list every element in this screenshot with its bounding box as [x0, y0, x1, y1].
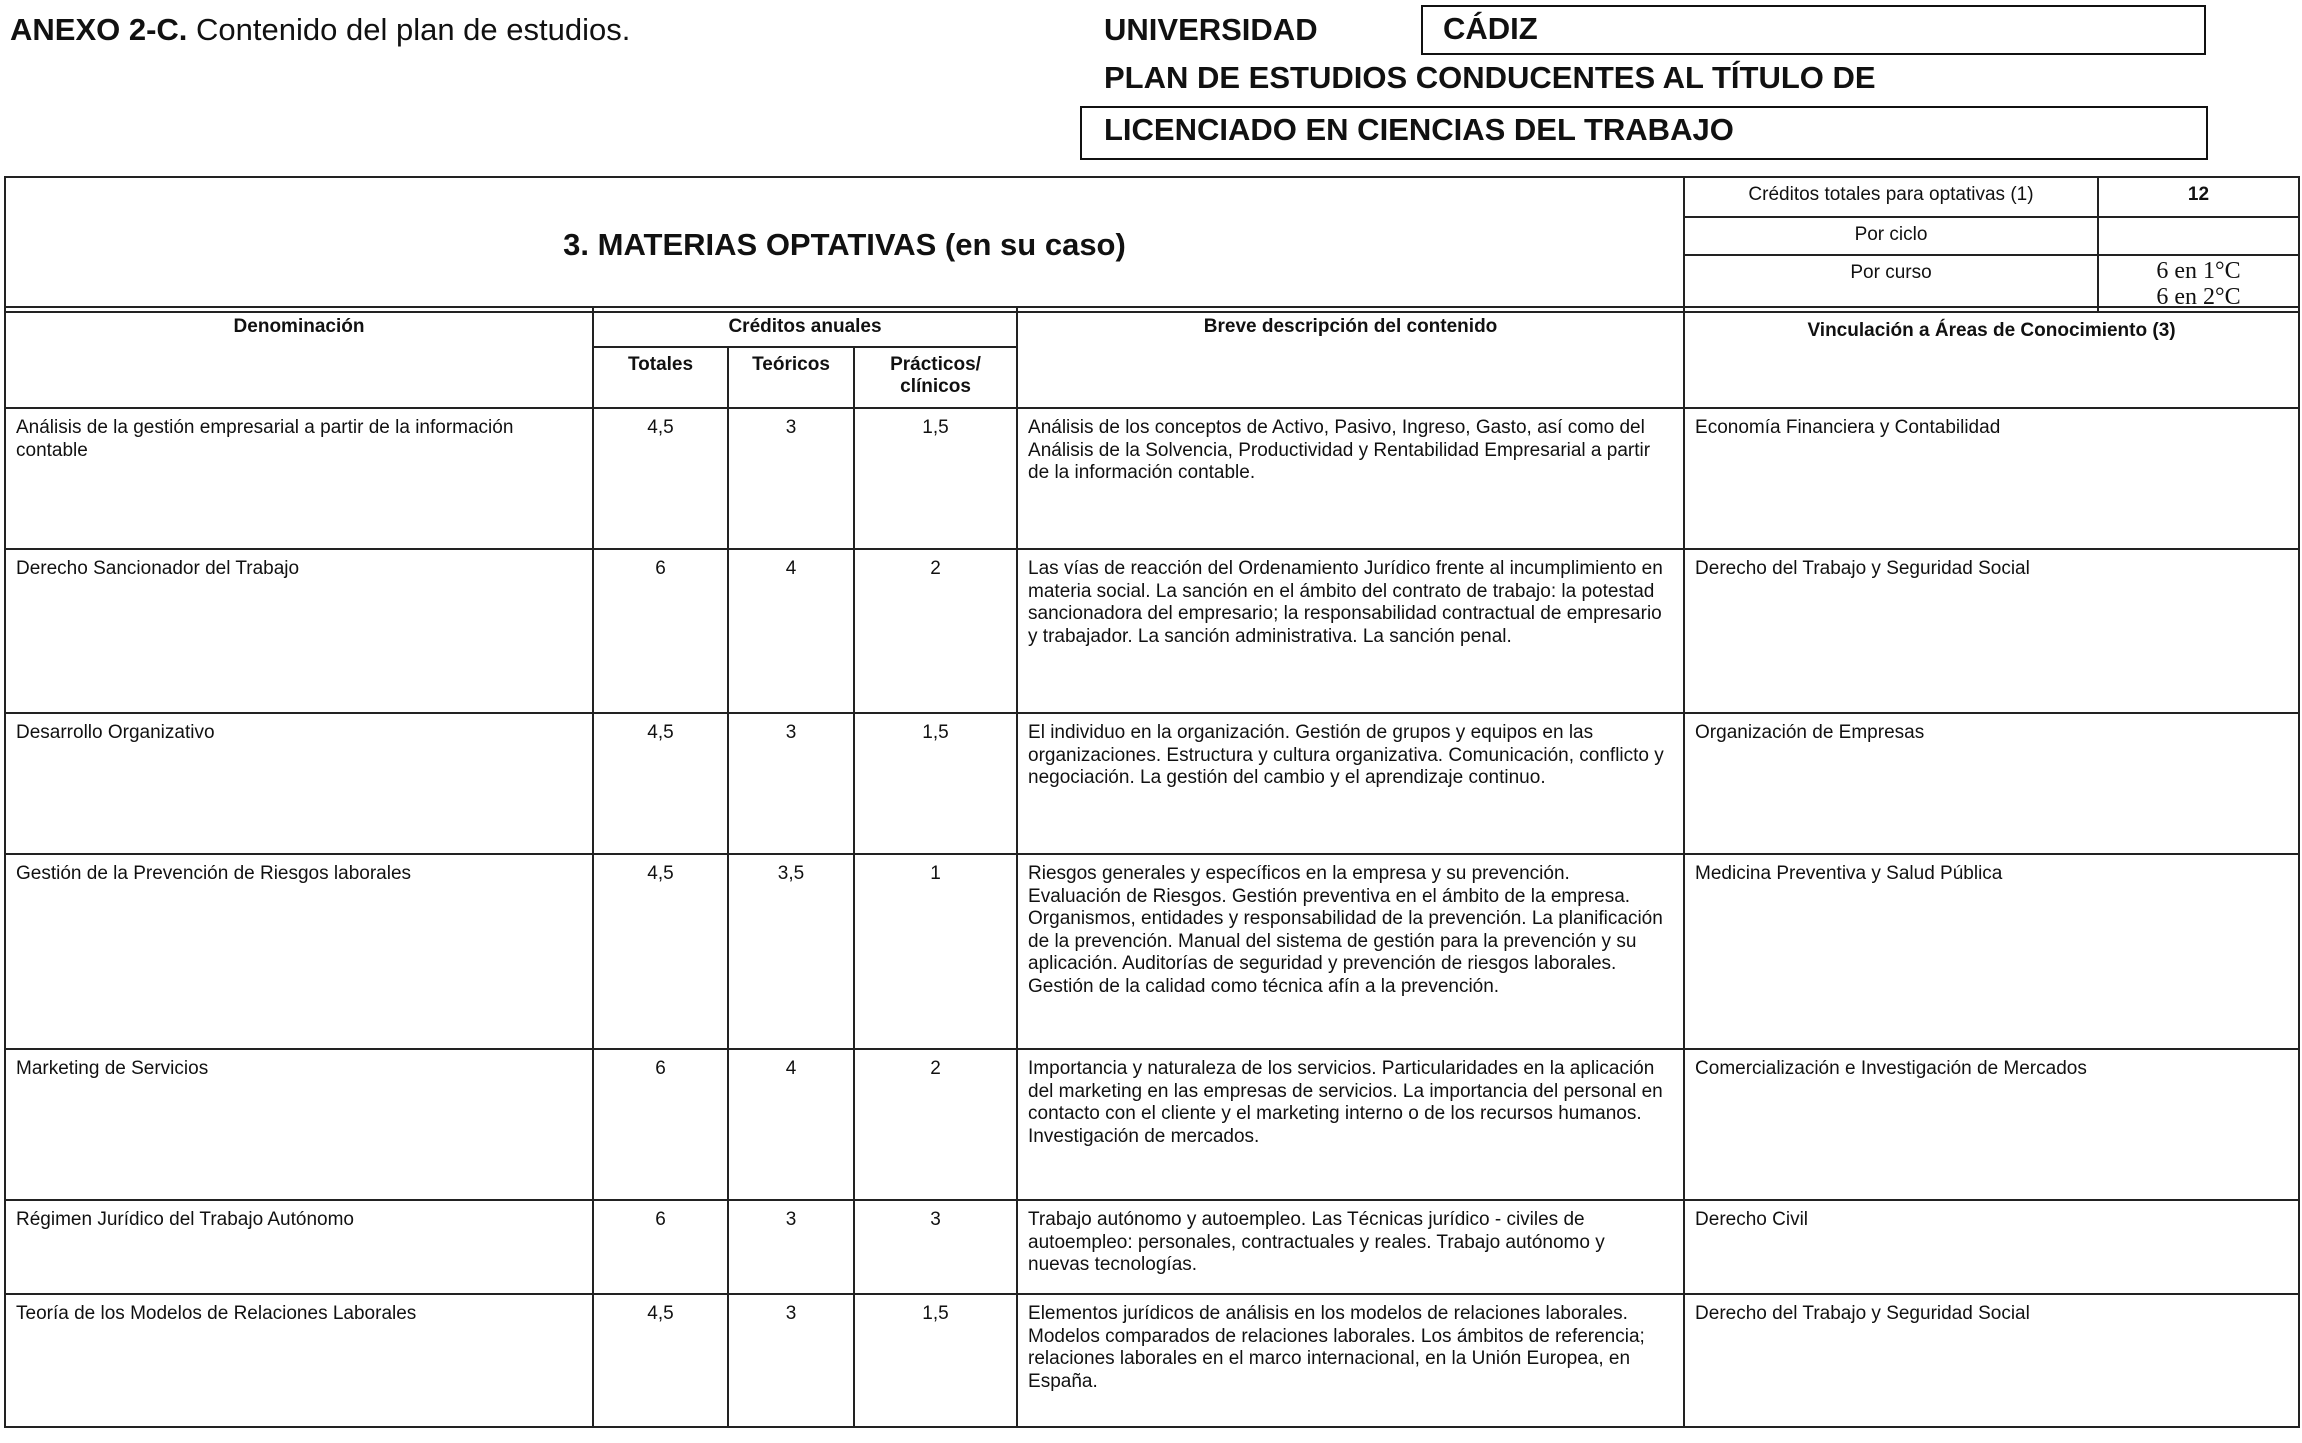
- table-row: [5, 1294, 2299, 1427]
- credits-total: 6: [593, 1200, 728, 1294]
- university-value-box: [1421, 5, 2206, 55]
- degree-title-box: [1080, 106, 2208, 160]
- credits-theory: 3: [728, 713, 854, 854]
- col-header-totales: Totales: [593, 347, 728, 408]
- annex-label: ANEXO 2-C.: [10, 12, 188, 47]
- knowledge-area: Medicina Preventiva y Salud Pública: [1684, 854, 2299, 1049]
- credits-total: 6: [593, 549, 728, 713]
- per-cycle-label: Por ciclo: [1684, 217, 2098, 255]
- credits-theory: 4: [728, 549, 854, 713]
- total-credits-value: 12: [2098, 177, 2299, 217]
- col-header-teoricos: Teóricos: [728, 347, 854, 408]
- subject-name: Análisis de la gestión empresarial a partir de la información contable: [5, 408, 593, 549]
- table-row: [5, 549, 2299, 713]
- per-course-label: Por curso: [1684, 255, 2098, 312]
- subject-name: Marketing de Servicios: [5, 1049, 593, 1200]
- subject-description: Análisis de los conceptos de Activo, Pasivo, Ingreso, Gasto, así como del Análisis de la Solvencia, Productividad y Rentabilidad Empresarial a partir de la información contable.: [1017, 408, 1684, 549]
- section-header-table: [4, 176, 2300, 313]
- table-row: [5, 1200, 2299, 1294]
- col-header-practicos-line2: clínicos: [900, 376, 971, 397]
- credits-practice: 1,5: [854, 713, 1017, 854]
- credits-total: 4,5: [593, 854, 728, 1049]
- credits-total: 4,5: [593, 1294, 728, 1427]
- knowledge-area: Derecho del Trabajo y Seguridad Social: [1684, 1294, 2299, 1427]
- table-row: [5, 408, 2299, 549]
- subject-name: Régimen Jurídico del Trabajo Autónomo: [5, 1200, 593, 1294]
- per-course-second: 6 en 2°C: [2156, 284, 2241, 310]
- subject-name: Teoría de los Modelos de Relaciones Laborales: [5, 1294, 593, 1427]
- knowledge-area: Organización de Empresas: [1684, 713, 2299, 854]
- subject-description: Importancia y naturaleza de los servicios. Particularidades en la aplicación del marketing en las empresas de servicios. La importancia del personal en contacto con el cliente y el marketing interno o de los recursos humanos. Investigación de mercados.: [1017, 1049, 1684, 1200]
- credits-theory: 3: [728, 1200, 854, 1294]
- knowledge-area: Derecho del Trabajo y Seguridad Social: [1684, 549, 2299, 713]
- degree-title: LICENCIADO EN CIENCIAS DEL TRABAJO: [1104, 112, 1734, 147]
- knowledge-area: Economía Financiera y Contabilidad: [1684, 408, 2299, 549]
- credits-theory: 3: [728, 1294, 854, 1427]
- credits-theory: 3: [728, 408, 854, 549]
- table-row: [5, 854, 2299, 1049]
- col-header-creditos: Créditos anuales: [593, 307, 1017, 347]
- per-cycle-value: [2098, 217, 2299, 255]
- subject-description: El individuo en la organización. Gestión de grupos y equipos en las organizaciones. Estructura y cultura organizativa. Comunicación, conflicto y negociación. La gestión del cambio y el aprendizaje continuo.: [1017, 713, 1684, 854]
- credits-total: 4,5: [593, 713, 728, 854]
- subject-description: Elementos jurídicos de análisis en los modelos de relaciones laborales. Modelos comparados de relaciones laborales. Los ámbitos de referencia; relaciones laborales en el marco internacional, en la Unión Europea, en España.: [1017, 1294, 1684, 1427]
- credits-theory: 3,5: [728, 854, 854, 1049]
- section-title: 3. MATERIAS OPTATIVAS (en su caso): [5, 177, 1684, 312]
- credits-practice: 1,5: [854, 1294, 1017, 1427]
- col-header-denominacion: Denominación: [5, 307, 593, 408]
- university-value: CÁDIZ: [1443, 11, 1538, 46]
- credits-practice: 3: [854, 1200, 1017, 1294]
- university-label: UNIVERSIDAD: [1104, 12, 1318, 47]
- per-course-value: [2098, 255, 2299, 312]
- annex-heading: [10, 12, 630, 48]
- credits-practice: 2: [854, 549, 1017, 713]
- subject-name: Derecho Sancionador del Trabajo: [5, 549, 593, 713]
- knowledge-area: Derecho Civil: [1684, 1200, 2299, 1294]
- per-course-first: 6 en 1°C: [2156, 258, 2241, 284]
- credits-total: 4,5: [593, 408, 728, 549]
- col-header-practicos: [854, 347, 1017, 408]
- subject-description: Las vías de reacción del Ordenamiento Jurídico frente al incumplimiento en materia social. La sanción en el ámbito del contrato de trabajo: la potestad sancionadora del empresario; la responsabilidad contractual de empresario y trabajador. La sanción administrativa. La sanción penal.: [1017, 549, 1684, 713]
- credits-practice: 2: [854, 1049, 1017, 1200]
- credits-total: 6: [593, 1049, 728, 1200]
- total-credits-label: Créditos totales para optativas (1): [1684, 177, 2098, 217]
- col-header-descripcion: Breve descripción del contenido: [1017, 307, 1684, 408]
- knowledge-area: Comercialización e Investigación de Mercados: [1684, 1049, 2299, 1200]
- table-row: [5, 1049, 2299, 1200]
- plan-heading: PLAN DE ESTUDIOS CONDUCENTES AL TÍTULO DE: [1104, 60, 1876, 95]
- subject-name: Gestión de la Prevención de Riesgos laborales: [5, 854, 593, 1049]
- subject-description: Trabajo autónomo y autoempleo. Las Técnicas jurídico - civiles de autoempleo: personales, contractuales y reales. Trabajo autónomo y nuevas tecnologías.: [1017, 1200, 1684, 1294]
- credits-practice: 1: [854, 854, 1017, 1049]
- credits-practice: 1,5: [854, 408, 1017, 549]
- col-header-vinculacion: Vinculación a Áreas de Conocimiento (3): [1684, 307, 2299, 408]
- optional-subjects-table: [4, 306, 2300, 1428]
- table-row: [5, 713, 2299, 854]
- subject-description: Riesgos generales y específicos en la empresa y su prevención. Evaluación de Riesgos. Gestión preventiva en el ámbito de la empresa. Organismos, entidades y responsabilidad de la prevención. La planificación de la prevención. Manual del sistema de gestión para la prevención y su aplicación. Auditorías de seguridad y prevención de riesgos laborales. Gestión de la calidad como técnica afín a la prevención.: [1017, 854, 1684, 1049]
- subject-name: Desarrollo Organizativo: [5, 713, 593, 854]
- credits-theory: 4: [728, 1049, 854, 1200]
- annex-subtitle: Contenido del plan de estudios.: [187, 12, 631, 47]
- col-header-practicos-line1: Prácticos/: [890, 354, 981, 375]
